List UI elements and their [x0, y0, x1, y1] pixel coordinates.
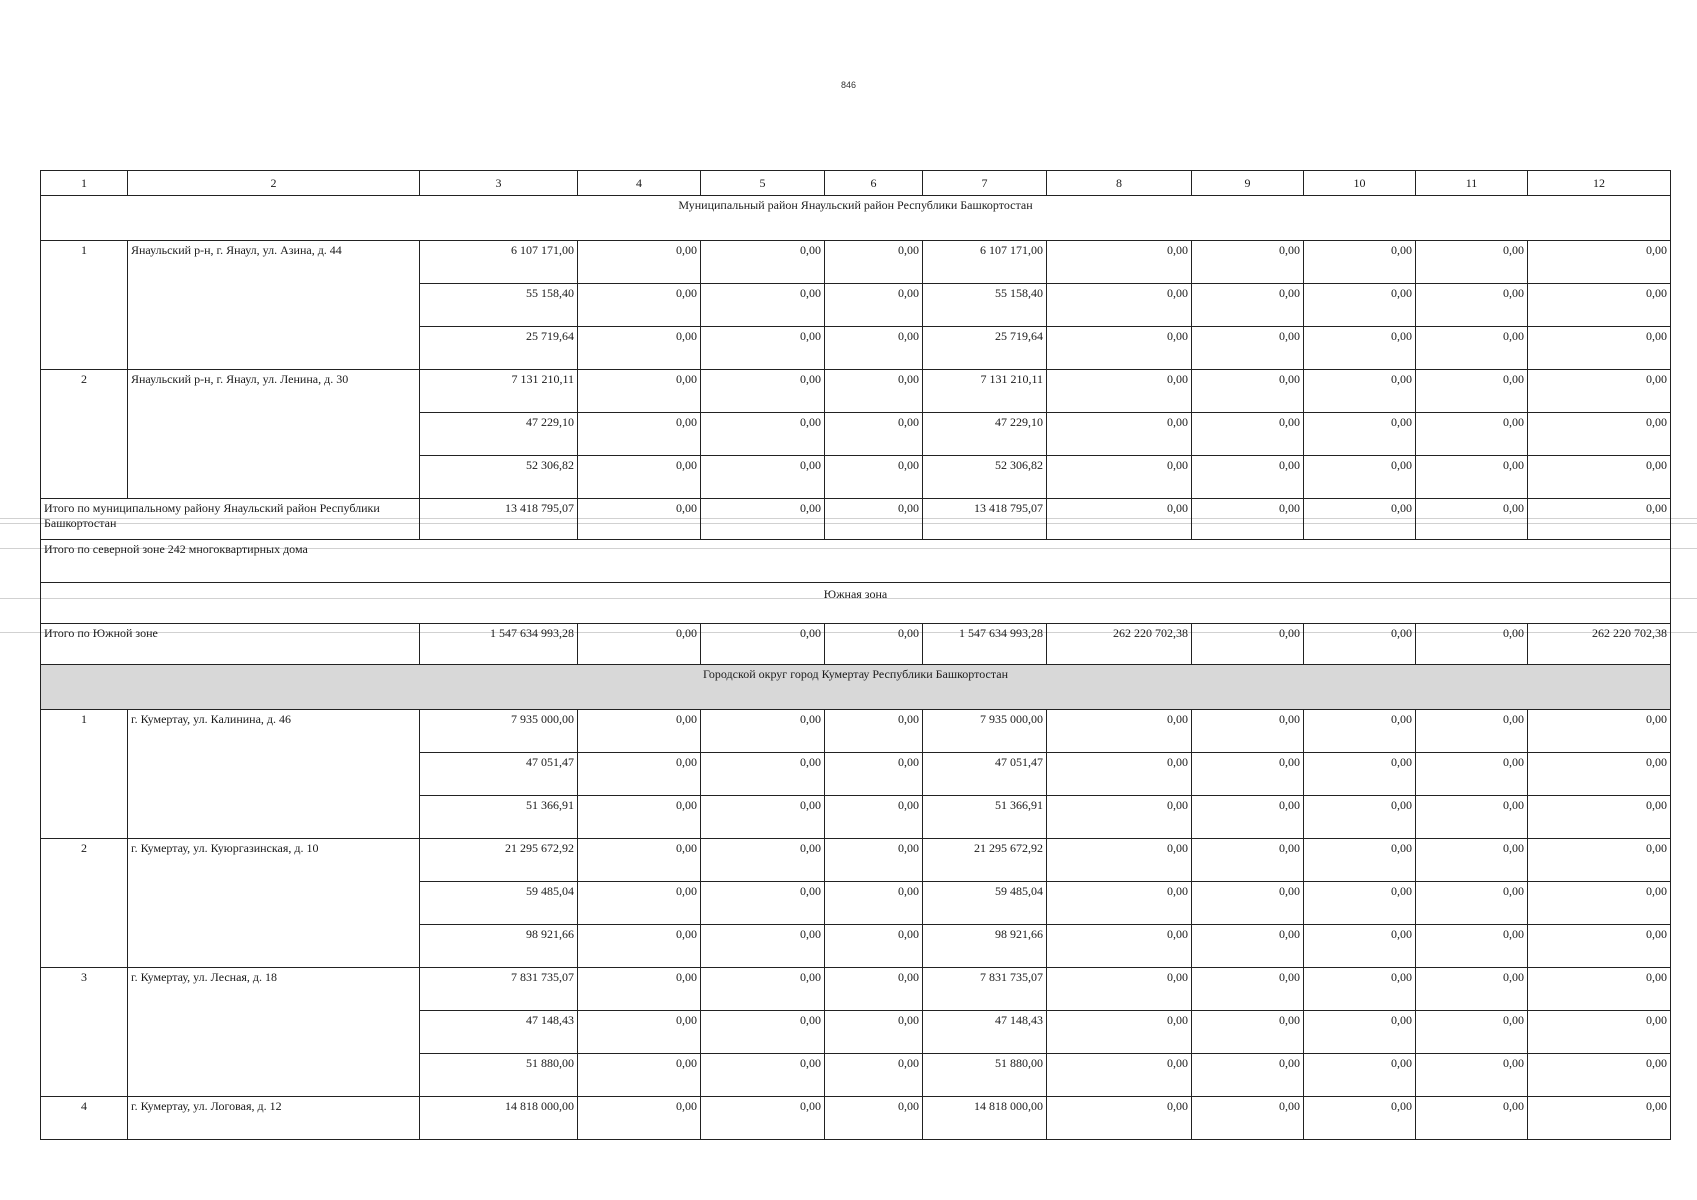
amount-cell: 0,00 — [1416, 284, 1528, 327]
total-amount-cell: 0,00 — [701, 624, 825, 665]
amount-cell: 0,00 — [825, 241, 923, 284]
amount-cell: 0,00 — [1192, 370, 1304, 413]
amount-cell: 7 131 210,11 — [923, 370, 1047, 413]
address-cell: Янаульский р-н, г. Янаул, ул. Азина, д. 44 — [128, 241, 420, 370]
total-amount-cell: 1 547 634 993,28 — [420, 624, 578, 665]
amount-cell: 0,00 — [1416, 241, 1528, 284]
amount-cell: 0,00 — [1528, 284, 1671, 327]
amount-cell: 0,00 — [578, 710, 701, 753]
amount-cell: 0,00 — [1528, 796, 1671, 839]
amount-cell: 0,00 — [1416, 1097, 1528, 1140]
total-amount-cell: 0,00 — [1528, 499, 1671, 540]
row-number: 1 — [41, 710, 128, 839]
amount-cell: 0,00 — [578, 1097, 701, 1140]
amount-cell: 0,00 — [1528, 1097, 1671, 1140]
table-row — [41, 710, 1671, 753]
amount-cell: 0,00 — [1304, 327, 1416, 370]
amount-cell: 0,00 — [1304, 882, 1416, 925]
amount-cell: 0,00 — [1416, 1011, 1528, 1054]
amount-cell: 0,00 — [1192, 968, 1304, 1011]
amount-cell: 47 148,43 — [923, 1011, 1047, 1054]
amount-cell: 0,00 — [825, 370, 923, 413]
amount-cell: 0,00 — [701, 1054, 825, 1097]
amount-cell: 0,00 — [1304, 284, 1416, 327]
amount-cell: 0,00 — [825, 753, 923, 796]
column-number: 1 — [41, 171, 128, 196]
amount-cell: 0,00 — [578, 796, 701, 839]
amount-cell: 0,00 — [701, 753, 825, 796]
amount-cell: 0,00 — [1528, 1011, 1671, 1054]
amount-cell: 0,00 — [825, 284, 923, 327]
amount-cell: 0,00 — [825, 456, 923, 499]
amount-cell: 0,00 — [578, 413, 701, 456]
amount-cell: 51 880,00 — [923, 1054, 1047, 1097]
total-label: Итого по муниципальному району Янаульский район Республики Башкортостан — [41, 499, 420, 540]
page-number: 846 — [840, 80, 857, 90]
amount-cell: 55 158,40 — [923, 284, 1047, 327]
amount-cell: 0,00 — [1528, 968, 1671, 1011]
total-amount-cell: 0,00 — [701, 499, 825, 540]
address-cell: г. Кумертау, ул. Калинина, д. 46 — [128, 710, 420, 839]
column-number: 9 — [1192, 171, 1304, 196]
amount-cell: 21 295 672,92 — [420, 839, 578, 882]
amount-cell: 0,00 — [701, 796, 825, 839]
amount-cell: 0,00 — [701, 925, 825, 968]
amount-cell: 0,00 — [825, 839, 923, 882]
amount-cell: 0,00 — [1304, 413, 1416, 456]
amount-cell: 7 831 735,07 — [420, 968, 578, 1011]
amount-cell: 0,00 — [578, 882, 701, 925]
amount-cell: 0,00 — [1528, 710, 1671, 753]
amount-cell: 0,00 — [1192, 1054, 1304, 1097]
amount-cell: 0,00 — [1047, 882, 1192, 925]
amount-cell: 52 306,82 — [923, 456, 1047, 499]
amount-cell: 0,00 — [825, 710, 923, 753]
section-title: Муниципальный район Янаульский район Республики Башкортостан — [41, 196, 1671, 241]
amount-cell: 47 148,43 — [420, 1011, 578, 1054]
amount-cell: 0,00 — [1304, 796, 1416, 839]
amount-cell: 0,00 — [1304, 370, 1416, 413]
amount-cell: 0,00 — [1047, 1011, 1192, 1054]
column-number: 4 — [578, 171, 701, 196]
amount-cell: 6 107 171,00 — [420, 241, 578, 284]
column-number: 5 — [701, 171, 825, 196]
total-amount-cell: 0,00 — [1304, 624, 1416, 665]
zone-title-row — [41, 583, 1671, 624]
address-cell: г. Кумертау, ул. Логовая, д. 12 — [128, 1097, 420, 1140]
total-amount-cell: 262 220 702,38 — [1047, 624, 1192, 665]
amount-cell: 0,00 — [701, 413, 825, 456]
amount-cell: 0,00 — [1047, 1054, 1192, 1097]
amount-cell: 0,00 — [701, 882, 825, 925]
amount-cell: 0,00 — [1528, 1054, 1671, 1097]
total-amount-cell: 0,00 — [825, 499, 923, 540]
total-row — [41, 624, 1671, 665]
amount-cell: 6 107 171,00 — [923, 241, 1047, 284]
amount-cell: 0,00 — [1192, 284, 1304, 327]
amount-cell: 0,00 — [1192, 839, 1304, 882]
amount-cell: 0,00 — [1304, 456, 1416, 499]
section-title-row — [41, 665, 1671, 710]
amount-cell: 14 818 000,00 — [420, 1097, 578, 1140]
column-number: 6 — [825, 171, 923, 196]
summary-line: Итого по северной зоне 242 многоквартирных дома — [41, 540, 1671, 583]
amount-cell: 0,00 — [1047, 925, 1192, 968]
amount-cell: 0,00 — [1416, 839, 1528, 882]
amount-cell: 0,00 — [1047, 370, 1192, 413]
total-amount-cell: 13 418 795,07 — [923, 499, 1047, 540]
amount-cell: 25 719,64 — [420, 327, 578, 370]
section-title: Городской округ город Кумертау Республики Башкортостан — [41, 665, 1671, 710]
amount-cell: 0,00 — [578, 925, 701, 968]
amount-cell: 0,00 — [1192, 1097, 1304, 1140]
amount-cell: 59 485,04 — [923, 882, 1047, 925]
total-amount-cell: 0,00 — [1192, 499, 1304, 540]
table-row — [41, 968, 1671, 1011]
amount-cell: 0,00 — [701, 839, 825, 882]
amount-cell: 0,00 — [825, 1011, 923, 1054]
amount-cell: 0,00 — [1528, 839, 1671, 882]
amount-cell: 98 921,66 — [923, 925, 1047, 968]
amount-cell: 0,00 — [825, 1097, 923, 1140]
amount-cell: 0,00 — [578, 370, 701, 413]
amount-cell: 0,00 — [1047, 241, 1192, 284]
amount-cell: 0,00 — [1047, 753, 1192, 796]
amount-cell: 0,00 — [1528, 925, 1671, 968]
amount-cell: 0,00 — [1192, 456, 1304, 499]
amount-cell: 0,00 — [701, 456, 825, 499]
column-number: 3 — [420, 171, 578, 196]
amount-cell: 59 485,04 — [420, 882, 578, 925]
amount-cell: 0,00 — [1192, 710, 1304, 753]
amount-cell: 0,00 — [1192, 1011, 1304, 1054]
amount-cell: 0,00 — [1047, 456, 1192, 499]
total-amount-cell: 0,00 — [1304, 499, 1416, 540]
total-label: Итого по Южной зоне — [41, 624, 420, 665]
amount-cell: 0,00 — [701, 1011, 825, 1054]
row-number: 2 — [41, 839, 128, 968]
amount-cell: 0,00 — [1416, 456, 1528, 499]
table-row — [41, 241, 1671, 284]
amount-cell: 47 229,10 — [420, 413, 578, 456]
column-number-row — [41, 171, 1671, 196]
amount-cell: 0,00 — [1192, 882, 1304, 925]
amount-cell: 47 051,47 — [923, 753, 1047, 796]
amount-cell: 47 229,10 — [923, 413, 1047, 456]
amount-cell: 0,00 — [825, 796, 923, 839]
total-amount-cell: 0,00 — [1192, 624, 1304, 665]
report-table — [40, 170, 1671, 1140]
amount-cell: 0,00 — [1047, 839, 1192, 882]
amount-cell: 0,00 — [1416, 968, 1528, 1011]
amount-cell: 0,00 — [578, 1011, 701, 1054]
total-row — [41, 499, 1671, 540]
amount-cell: 0,00 — [1304, 925, 1416, 968]
address-cell: г. Кумертау, ул. Лесная, д. 18 — [128, 968, 420, 1097]
summary-line-row — [41, 540, 1671, 583]
amount-cell: 0,00 — [1192, 925, 1304, 968]
amount-cell: 0,00 — [701, 284, 825, 327]
amount-cell: 0,00 — [701, 1097, 825, 1140]
amount-cell: 0,00 — [1192, 327, 1304, 370]
amount-cell: 14 818 000,00 — [923, 1097, 1047, 1140]
amount-cell: 0,00 — [1304, 1011, 1416, 1054]
amount-cell: 25 719,64 — [923, 327, 1047, 370]
amount-cell: 0,00 — [1528, 241, 1671, 284]
amount-cell: 0,00 — [701, 968, 825, 1011]
address-cell: г. Кумертау, ул. Куюргазинская, д. 10 — [128, 839, 420, 968]
amount-cell: 0,00 — [578, 241, 701, 284]
amount-cell: 98 921,66 — [420, 925, 578, 968]
amount-cell: 51 880,00 — [420, 1054, 578, 1097]
total-amount-cell: 0,00 — [578, 624, 701, 665]
amount-cell: 0,00 — [1416, 370, 1528, 413]
amount-cell: 0,00 — [701, 710, 825, 753]
table-body — [41, 171, 1671, 1140]
amount-cell: 0,00 — [578, 327, 701, 370]
amount-cell: 0,00 — [1304, 1097, 1416, 1140]
amount-cell: 0,00 — [1047, 413, 1192, 456]
amount-cell: 0,00 — [1416, 753, 1528, 796]
amount-cell: 52 306,82 — [420, 456, 578, 499]
amount-cell: 7 935 000,00 — [420, 710, 578, 753]
amount-cell: 0,00 — [1528, 413, 1671, 456]
amount-cell: 0,00 — [1528, 753, 1671, 796]
amount-cell: 7 131 210,11 — [420, 370, 578, 413]
amount-cell: 0,00 — [1047, 796, 1192, 839]
amount-cell: 51 366,91 — [420, 796, 578, 839]
amount-cell: 0,00 — [578, 753, 701, 796]
row-number: 2 — [41, 370, 128, 499]
table-row — [41, 370, 1671, 413]
column-number: 2 — [128, 171, 420, 196]
amount-cell: 0,00 — [1047, 968, 1192, 1011]
total-amount-cell: 0,00 — [578, 499, 701, 540]
amount-cell: 55 158,40 — [420, 284, 578, 327]
amount-cell: 0,00 — [1416, 925, 1528, 968]
total-amount-cell: 262 220 702,38 — [1528, 624, 1671, 665]
column-number: 10 — [1304, 171, 1416, 196]
section-title-row — [41, 196, 1671, 241]
amount-cell: 0,00 — [825, 1054, 923, 1097]
amount-cell: 0,00 — [1304, 753, 1416, 796]
row-number: 1 — [41, 241, 128, 370]
amount-cell: 0,00 — [1304, 241, 1416, 284]
table-row — [41, 839, 1671, 882]
amount-cell: 7 935 000,00 — [923, 710, 1047, 753]
total-amount-cell: 0,00 — [1047, 499, 1192, 540]
total-amount-cell: 0,00 — [1416, 499, 1528, 540]
amount-cell: 0,00 — [578, 839, 701, 882]
zone-title: Южная зона — [41, 583, 1671, 624]
amount-cell: 0,00 — [1304, 968, 1416, 1011]
amount-cell: 0,00 — [1304, 710, 1416, 753]
amount-cell: 47 051,47 — [420, 753, 578, 796]
amount-cell: 0,00 — [1192, 413, 1304, 456]
amount-cell: 0,00 — [701, 327, 825, 370]
amount-cell: 0,00 — [1528, 882, 1671, 925]
amount-cell: 0,00 — [825, 882, 923, 925]
column-number: 7 — [923, 171, 1047, 196]
table-row — [41, 1097, 1671, 1140]
amount-cell: 0,00 — [1416, 1054, 1528, 1097]
column-number: 8 — [1047, 171, 1192, 196]
amount-cell: 0,00 — [1528, 370, 1671, 413]
amount-cell: 0,00 — [1528, 327, 1671, 370]
amount-cell: 0,00 — [1192, 753, 1304, 796]
column-number: 11 — [1416, 171, 1528, 196]
total-amount-cell: 0,00 — [825, 624, 923, 665]
amount-cell: 0,00 — [1416, 710, 1528, 753]
column-number: 12 — [1528, 171, 1671, 196]
amount-cell: 0,00 — [825, 327, 923, 370]
amount-cell: 0,00 — [1047, 1097, 1192, 1140]
address-cell: Янаульский р-н, г. Янаул, ул. Ленина, д. 30 — [128, 370, 420, 499]
amount-cell: 0,00 — [1416, 327, 1528, 370]
amount-cell: 0,00 — [578, 968, 701, 1011]
amount-cell: 0,00 — [1047, 710, 1192, 753]
amount-cell: 0,00 — [701, 370, 825, 413]
total-amount-cell: 1 547 634 993,28 — [923, 624, 1047, 665]
amount-cell: 0,00 — [1047, 327, 1192, 370]
amount-cell: 7 831 735,07 — [923, 968, 1047, 1011]
amount-cell: 0,00 — [1304, 839, 1416, 882]
total-amount-cell: 0,00 — [1416, 624, 1528, 665]
amount-cell: 0,00 — [1416, 413, 1528, 456]
amount-cell: 0,00 — [1047, 284, 1192, 327]
row-number: 4 — [41, 1097, 128, 1140]
amount-cell: 0,00 — [701, 241, 825, 284]
amount-cell: 0,00 — [825, 925, 923, 968]
amount-cell: 0,00 — [578, 284, 701, 327]
amount-cell: 0,00 — [578, 456, 701, 499]
row-number: 3 — [41, 968, 128, 1097]
amount-cell: 0,00 — [825, 968, 923, 1011]
amount-cell: 51 366,91 — [923, 796, 1047, 839]
amount-cell: 0,00 — [1192, 241, 1304, 284]
amount-cell: 0,00 — [578, 1054, 701, 1097]
amount-cell: 0,00 — [1416, 796, 1528, 839]
total-amount-cell: 13 418 795,07 — [420, 499, 578, 540]
amount-cell: 0,00 — [1416, 882, 1528, 925]
amount-cell: 0,00 — [825, 413, 923, 456]
amount-cell: 0,00 — [1192, 796, 1304, 839]
amount-cell: 0,00 — [1528, 456, 1671, 499]
amount-cell: 21 295 672,92 — [923, 839, 1047, 882]
amount-cell: 0,00 — [1304, 1054, 1416, 1097]
